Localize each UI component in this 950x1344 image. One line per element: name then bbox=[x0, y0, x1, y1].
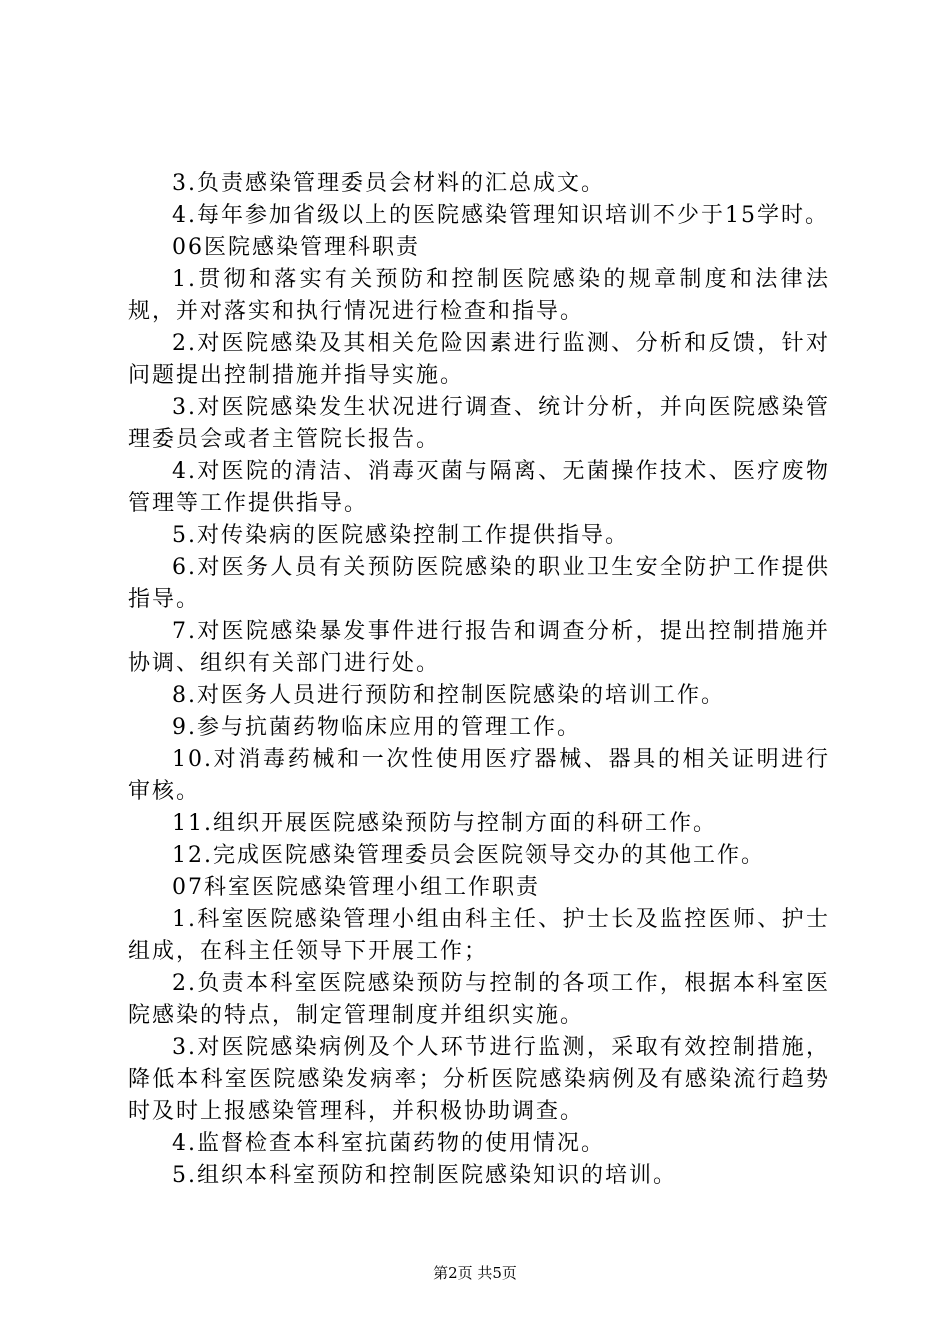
paragraph: 4.对医院的清洁、消毒灭菌与隔离、无菌操作技术、医疗废物管理等工作提供指导。 bbox=[128, 459, 830, 516]
section-heading: 06医院感染管理科职责 bbox=[172, 235, 420, 260]
paragraph: 4.监督检查本科室抗菌药物的使用情况。 bbox=[172, 1131, 605, 1156]
paragraph: 2.对医院感染及其相关危险因素进行监测、分析和反馈，针对问题提出控制措施并指导实施。 bbox=[128, 331, 830, 388]
paragraph: 3.对医院感染发生状况进行调查、统计分析，并向医院感染管理委员会或者主管院长报告。 bbox=[128, 395, 830, 452]
paragraph: 9.参与抗菌药物临床应用的管理工作。 bbox=[172, 715, 581, 740]
document-body bbox=[128, 168, 830, 1192]
paragraph: 3.对医院感染病例及个人环节进行监测，采取有效控制措施，降低本科室医院感染发病率；分析医院感染病例及有感染流行趋势时及时上报感染管理科，并积极协助调查。 bbox=[128, 1035, 830, 1124]
paragraph: 12.完成医院感染管理委员会医院领导交办的其他工作。 bbox=[172, 843, 765, 868]
page-number: 第2页 共5页 bbox=[433, 1264, 517, 1282]
paragraph: 5.对传染病的医院感染控制工作提供指导。 bbox=[172, 523, 629, 548]
paragraph: 11.组织开展医院感染预防与控制方面的科研工作。 bbox=[172, 811, 717, 836]
paragraph: 8.对医务人员进行预防和控制医院感染的培训工作。 bbox=[172, 683, 725, 708]
paragraph: 2.负责本科室医院感染预防与控制的各项工作，根据本科室医院感染的特点，制定管理制度并组织实施。 bbox=[128, 971, 830, 1028]
paragraph: 3.负责感染管理委员会材料的汇总成文。 bbox=[172, 171, 605, 196]
paragraph: 1.贯彻和落实有关预防和控制医院感染的规章制度和法律法规，并对落实和执行情况进行检查和指导。 bbox=[128, 267, 830, 324]
paragraph: 1.科室医院感染管理小组由科主任、护士长及监控医师、护士组成，在科主任领导下开展工作； bbox=[128, 907, 830, 964]
section-heading: 07科室医院感染管理小组工作职责 bbox=[172, 875, 540, 900]
paragraph: 6.对医务人员有关预防医院感染的职业卫生安全防护工作提供指导。 bbox=[128, 555, 830, 612]
paragraph: 10.对消毒药械和一次性使用医疗器械、器具的相关证明进行审核。 bbox=[128, 747, 830, 804]
paragraph: 5.组织本科室预防和控制医院感染知识的培训。 bbox=[172, 1163, 677, 1188]
paragraph: 7.对医院感染暴发事件进行报告和调查分析，提出控制措施并协调、组织有关部门进行处。 bbox=[128, 619, 830, 676]
paragraph: 4.每年参加省级以上的医院感染管理知识培训不少于15学时。 bbox=[172, 203, 829, 228]
